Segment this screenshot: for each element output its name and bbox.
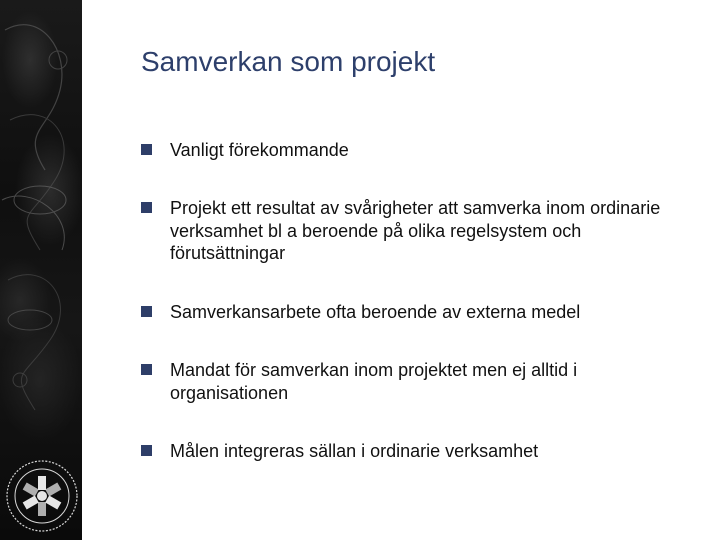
square-bullet-icon	[141, 144, 152, 155]
bullet-item	[141, 197, 681, 265]
square-bullet-icon	[141, 445, 152, 456]
bullet-text: Målen integreras sällan i ordinarie verksamhet	[170, 441, 539, 461]
bullet-text: Vanligt förekommande	[170, 140, 349, 160]
bullet-text: Projekt ett resultat av svårigheter att samverka inom ordinarie verksamhet bl a beroende på olika regelsystem och förutsättningar	[170, 198, 661, 263]
strip-texture	[0, 0, 82, 440]
bullet-text: Samverkansarbete ofta beroende av externa medel	[170, 302, 581, 322]
bullet-item	[141, 139, 681, 162]
bullet-item	[141, 301, 681, 324]
university-seal-icon	[4, 458, 80, 534]
square-bullet-icon	[141, 202, 152, 213]
square-bullet-icon	[141, 306, 152, 317]
bullet-text: Mandat för samverkan inom projektet men ej alltid i organisationen	[170, 360, 578, 403]
decorative-side-strip	[0, 0, 82, 540]
square-bullet-icon	[141, 364, 152, 375]
bullet-item	[141, 440, 681, 463]
bullet-item	[141, 359, 681, 404]
slide-title: Samverkan som projekt	[141, 46, 436, 77]
